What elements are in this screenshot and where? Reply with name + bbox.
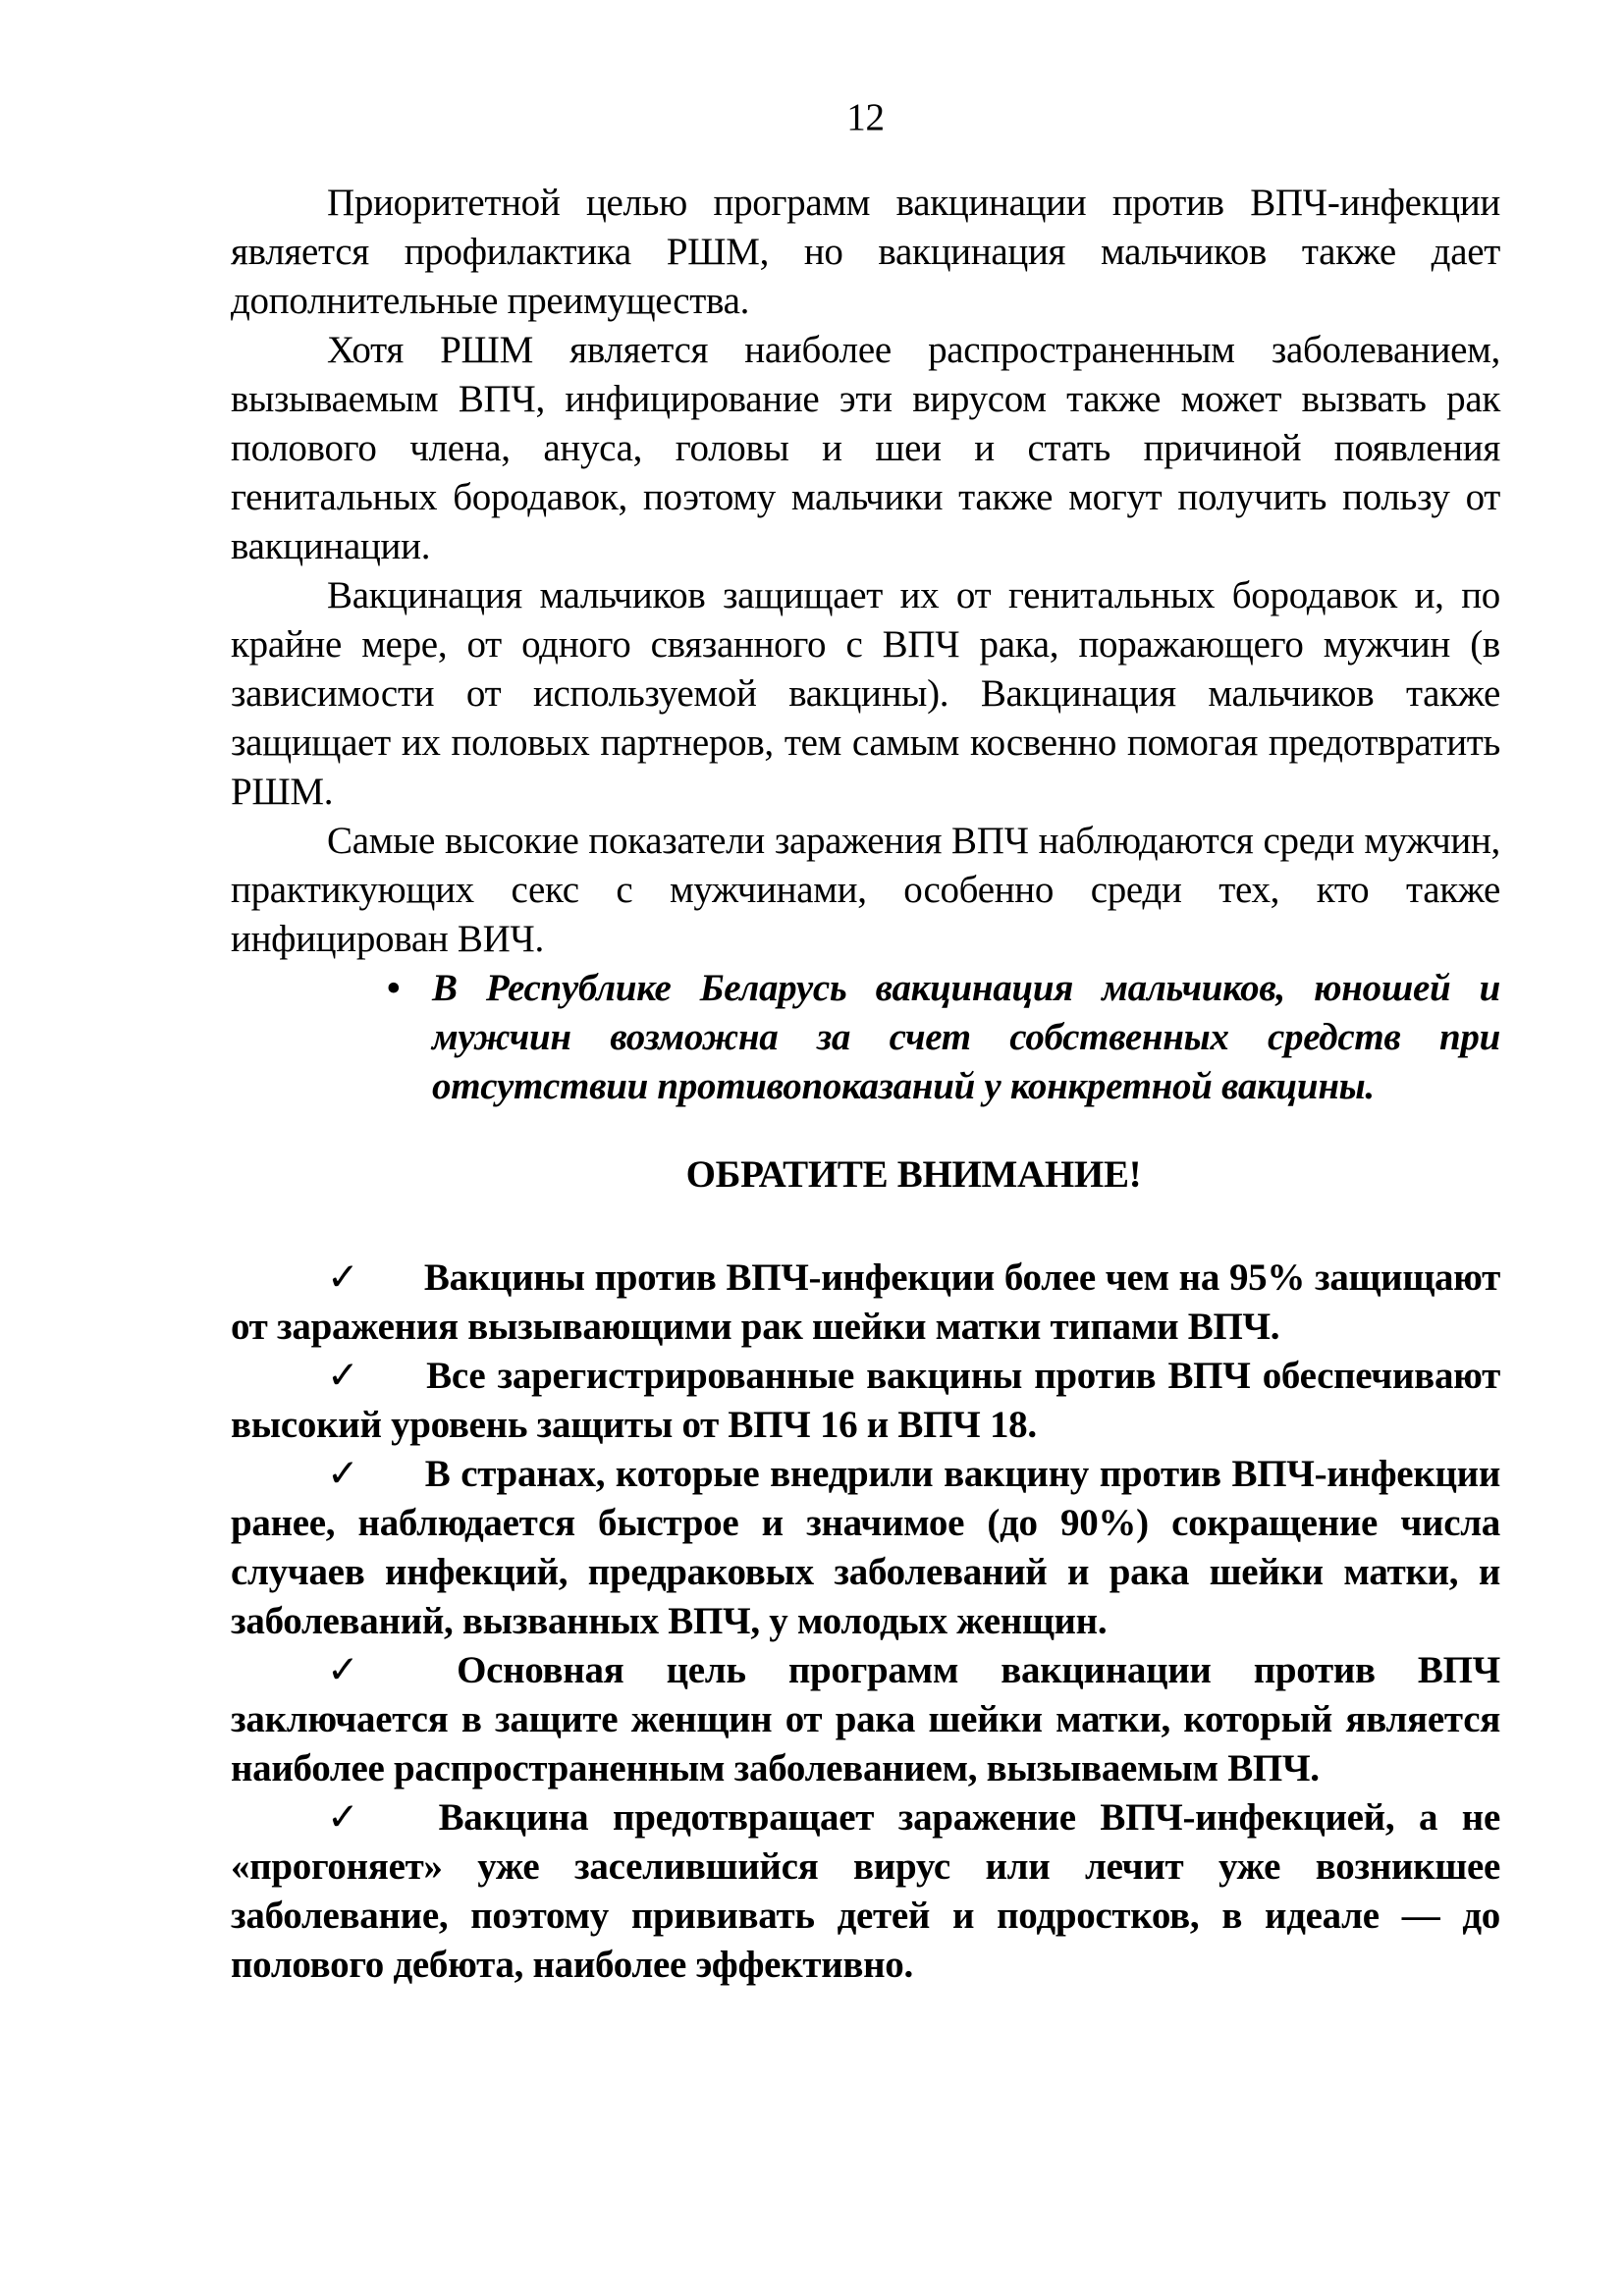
checkmark-icon: ✓ xyxy=(327,1256,359,1299)
bullet-icon: • xyxy=(387,967,401,1009)
section-heading-attention: ОБРАТИТЕ ВНИМАНИЕ! xyxy=(685,1153,1142,1196)
checkmark-icon: ✓ xyxy=(327,1355,362,1397)
check-item-2 xyxy=(231,1352,1500,1450)
bullet-item-belarus xyxy=(387,964,1500,1111)
paragraph-highest-rates: Самые высокие показатели заражения ВПЧ наблюдаются среди мужчин, практикующих секс с мужчинами, особенно среди тех, кто также инфицирован ВИЧ. xyxy=(231,820,1500,960)
paragraph-boys-vaccination: Вакцинация мальчиков защищает их от генитальных бородавок и, по крайне мере, от одного связанного с ВПЧ рака, поражающего мужчин (в зависимости от используемой вакцины). Вакцинация мальчиков также защищает их половых партнеров, тем самым косвенно помогая предотвратить РШМ. xyxy=(231,574,1500,813)
bullet-text: В Республике Беларусь вакцинация мальчиков, юношей и мужчин возможна за счет собственных средств при отсутствии противопоказаний у конкретной вакцины. xyxy=(432,967,1500,1107)
check-item-text: Основная цель программ вакцинации против ВПЧ заключается в защите женщин от рака шейки матки, который является наиболее распространенным заболеванием, вызываемым ВПЧ. xyxy=(231,1649,1500,1789)
check-item-text: В странах, которые внедрили вакцину против ВПЧ-инфекции ранее, наблюдается быстрое и значимое (до 90%) сокращение числа случаев инфекций, предраковых заболеваний и рака шейки матки, и заболеваний, вызванных ВПЧ, у молодых женщин. xyxy=(231,1453,1501,1642)
check-item-4 xyxy=(231,1646,1500,1793)
paragraph-priority-goal: Приоритетной целью программ вакцинации против ВПЧ-инфекции является профилактика РШМ, но вакцинация мальчиков также дает дополнительные преимущества. xyxy=(231,182,1500,322)
checkmark-icon: ✓ xyxy=(327,1796,374,1839)
check-item-5 xyxy=(231,1793,1500,1990)
check-item-text: Вакцины против ВПЧ-инфекции более чем на 95% защищают от заражения вызывающими рак шейки матки типами ВПЧ. xyxy=(231,1256,1500,1348)
check-item-text: Все зарегистрированные вакцины против ВПЧ обеспечивают высокий уровень защиты от ВПЧ 16 и ВПЧ 18. xyxy=(231,1355,1500,1446)
paragraph-although-rshm: Хотя РШМ является наиболее распространенным заболеванием, вызываемым ВПЧ, инфицирование эти вирусом также может вызвать рак полового члена, ануса, головы и шеи и стать причиной появления генитальных бородавок, поэтому мальчики также могут получить пользу от вакцинации. xyxy=(231,329,1500,567)
check-item-text: Вакцина предотвращает заражение ВПЧ-инфекцией, а не «прогоняет» уже заселившийся вирус или лечит уже возникшее заболевание, поэтому прививать детей и подростков, в идеале — до полового дебюта, наиболее эффективно. xyxy=(231,1796,1500,1986)
page-number: 12 xyxy=(846,96,885,138)
checkmark-icon: ✓ xyxy=(327,1649,393,1691)
check-item-3 xyxy=(231,1450,1500,1646)
checkmark-icon: ✓ xyxy=(327,1453,360,1495)
check-item-1 xyxy=(231,1254,1500,1352)
